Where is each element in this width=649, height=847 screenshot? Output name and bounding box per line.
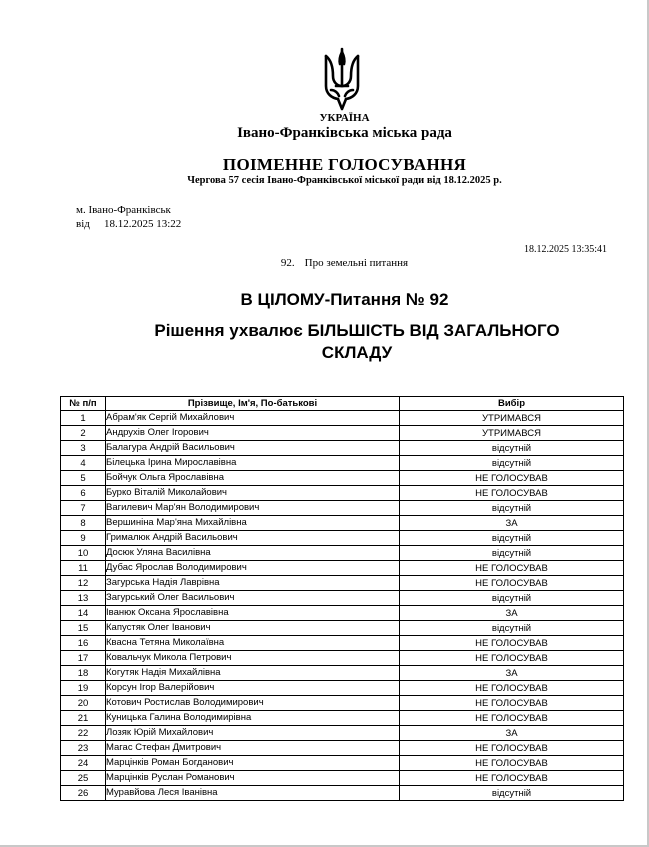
place-line — [76, 203, 181, 217]
table-row — [61, 456, 624, 471]
row-number: 18 — [61, 666, 106, 681]
row-number: 14 — [61, 606, 106, 621]
table-body — [61, 411, 624, 801]
row-number: 21 — [61, 711, 106, 726]
table-row — [61, 756, 624, 771]
council-name: Івано-Франківська міська рада — [237, 125, 452, 141]
decision-text — [122, 320, 592, 364]
vote-choice: ЗА — [400, 516, 624, 531]
deputy-name: Капустяк Олег Іванович — [106, 621, 400, 636]
decision-line-2: СКЛАДУ — [321, 343, 393, 362]
vote-title: В ЦІЛОМУ-Питання № 92 — [240, 290, 449, 309]
vote-choice: відсутній — [400, 441, 624, 456]
row-number: 16 — [61, 636, 106, 651]
table-row — [61, 681, 624, 696]
question-number: 92. — [280, 257, 295, 269]
table-row — [61, 786, 624, 801]
row-number: 4 — [61, 456, 106, 471]
vote-choice: ЗА — [400, 606, 624, 621]
deputy-name: Котович Ростислав Володимирович — [106, 696, 400, 711]
table-row — [61, 591, 624, 606]
deputy-name: Бурко Віталій Миколайович — [106, 486, 400, 501]
column-header-number: № п/п — [61, 397, 106, 411]
vote-choice: відсутній — [400, 591, 624, 606]
row-number: 1 — [61, 411, 106, 426]
deputy-name: Корсун Ігор Валерійович — [106, 681, 400, 696]
date-value: 18.12.2025 13:22 — [104, 218, 182, 230]
vote-choice: ЗА — [400, 666, 624, 681]
table-row — [61, 636, 624, 651]
vote-choice: відсутній — [400, 531, 624, 546]
table-row — [61, 771, 624, 786]
deputy-name: Загурський Олег Васильович — [106, 591, 400, 606]
table-row — [61, 471, 624, 486]
votes-table — [60, 396, 624, 801]
deputy-name: Андрухів Олег Ігорович — [106, 426, 400, 441]
row-number: 3 — [61, 441, 106, 456]
place-label: м. — [76, 204, 86, 216]
vote-choice: НЕ ГОЛОСУВАВ — [400, 636, 624, 651]
vote-choice: НЕ ГОЛОСУВАВ — [400, 756, 624, 771]
table-row — [61, 441, 624, 456]
vote-choice: відсутній — [400, 786, 624, 801]
deputy-name: Квасна Тетяна Миколаївна — [106, 636, 400, 651]
deputy-name: Бойчук Ольга Ярославівна — [106, 471, 400, 486]
table-row — [61, 711, 624, 726]
row-number: 2 — [61, 426, 106, 441]
row-number: 5 — [61, 471, 106, 486]
date-label: від — [76, 218, 90, 230]
deputy-name: Когутяк Надія Михайлівна — [106, 666, 400, 681]
vote-choice: НЕ ГОЛОСУВАВ — [400, 471, 624, 486]
vote-choice: НЕ ГОЛОСУВАВ — [400, 561, 624, 576]
row-number: 7 — [61, 501, 106, 516]
vote-choice: НЕ ГОЛОСУВАВ — [400, 651, 624, 666]
table-row — [61, 426, 624, 441]
deputy-name: Іванюк Оксана Ярославівна — [106, 606, 400, 621]
table-row — [61, 486, 624, 501]
vote-choice: НЕ ГОЛОСУВАВ — [400, 711, 624, 726]
vote-choice: ЗА — [400, 726, 624, 741]
table-row — [61, 726, 624, 741]
row-number: 22 — [61, 726, 106, 741]
deputy-name: Досюк Уляна Василівна — [106, 546, 400, 561]
row-number: 23 — [61, 741, 106, 756]
table-row — [61, 741, 624, 756]
vote-choice: відсутній — [400, 501, 624, 516]
deputy-name: Вершиніна Мар'яна Михайлівна — [106, 516, 400, 531]
row-number: 12 — [61, 576, 106, 591]
print-timestamp: 18.12.2025 13:35:41 — [523, 244, 607, 255]
table-row — [61, 576, 624, 591]
vote-choice: відсутній — [400, 546, 624, 561]
row-number: 10 — [61, 546, 106, 561]
row-number: 8 — [61, 516, 106, 531]
question-title: Про земельні питання — [304, 257, 409, 269]
country-name: УКРАЇНА — [319, 112, 370, 124]
deputy-name: Загурська Надія Лаврівна — [106, 576, 400, 591]
decision-line-1: Рішення ухвалює БІЛЬШІСТЬ ВІД ЗАГАЛЬНОГО — [154, 321, 560, 340]
row-number: 26 — [61, 786, 106, 801]
row-number: 9 — [61, 531, 106, 546]
question-line — [0, 257, 649, 269]
row-number: 6 — [61, 486, 106, 501]
place-date-block — [76, 203, 181, 231]
vote-choice: УТРИМАВСЯ — [400, 411, 624, 426]
vote-choice: НЕ ГОЛОСУВАВ — [400, 771, 624, 786]
table-row — [61, 666, 624, 681]
column-header-choice: Вибір — [400, 397, 624, 411]
deputy-name: Абрам'як Сергій Михайлович — [106, 411, 400, 426]
deputy-name: Куницька Галина Володимирівна — [106, 711, 400, 726]
deputy-name: Марцінків Руслан Романович — [106, 771, 400, 786]
deputy-name: Білецька Ірина Мирославівна — [106, 456, 400, 471]
table-row — [61, 651, 624, 666]
table-row — [61, 606, 624, 621]
vote-choice: відсутній — [400, 621, 624, 636]
coat-of-arms-trident-icon — [320, 46, 364, 112]
session-info: Чергова 57 сесія Івано-Франківської міської ради від 18.12.2025 р. — [187, 175, 502, 186]
table-row — [61, 621, 624, 636]
row-number: 25 — [61, 771, 106, 786]
table-row — [61, 411, 624, 426]
table-header-row — [61, 397, 624, 411]
date-line — [76, 217, 181, 231]
deputy-name: Грималюк Андрій Васильович — [106, 531, 400, 546]
deputy-name: Дубас Ярослав Володимирович — [106, 561, 400, 576]
row-number: 20 — [61, 696, 106, 711]
vote-choice: НЕ ГОЛОСУВАВ — [400, 576, 624, 591]
column-header-name: Прізвище, Ім'я, По-батькові — [106, 397, 400, 411]
row-number: 24 — [61, 756, 106, 771]
vote-choice: відсутній — [400, 456, 624, 471]
table-row — [61, 561, 624, 576]
row-number: 19 — [61, 681, 106, 696]
row-number: 11 — [61, 561, 106, 576]
deputy-name: Балагура Андрій Васильович — [106, 441, 400, 456]
table-row — [61, 516, 624, 531]
vote-choice: НЕ ГОЛОСУВАВ — [400, 696, 624, 711]
place-value: Івано-Франківськ — [88, 204, 171, 216]
deputy-name: Лозяк Юрій Михайлович — [106, 726, 400, 741]
deputy-name: Магас Стефан Дмитрович — [106, 741, 400, 756]
deputy-name: Марцінків Роман Богданович — [106, 756, 400, 771]
row-number: 15 — [61, 621, 106, 636]
table-row — [61, 546, 624, 561]
deputy-name: Вагилевич Мар'ян Володимирович — [106, 501, 400, 516]
table-row — [61, 531, 624, 546]
deputy-name: Ковальчук Микола Петрович — [106, 651, 400, 666]
document-title: ПОІМЕННЕ ГОЛОСУВАННЯ — [222, 155, 467, 174]
row-number: 13 — [61, 591, 106, 606]
vote-choice: НЕ ГОЛОСУВАВ — [400, 486, 624, 501]
vote-choice: НЕ ГОЛОСУВАВ — [400, 681, 624, 696]
table-row — [61, 501, 624, 516]
row-number: 17 — [61, 651, 106, 666]
vote-choice: УТРИМАВСЯ — [400, 426, 624, 441]
vote-choice: НЕ ГОЛОСУВАВ — [400, 741, 624, 756]
deputy-name: Муравйова Леся Іванівна — [106, 786, 400, 801]
table-row — [61, 696, 624, 711]
